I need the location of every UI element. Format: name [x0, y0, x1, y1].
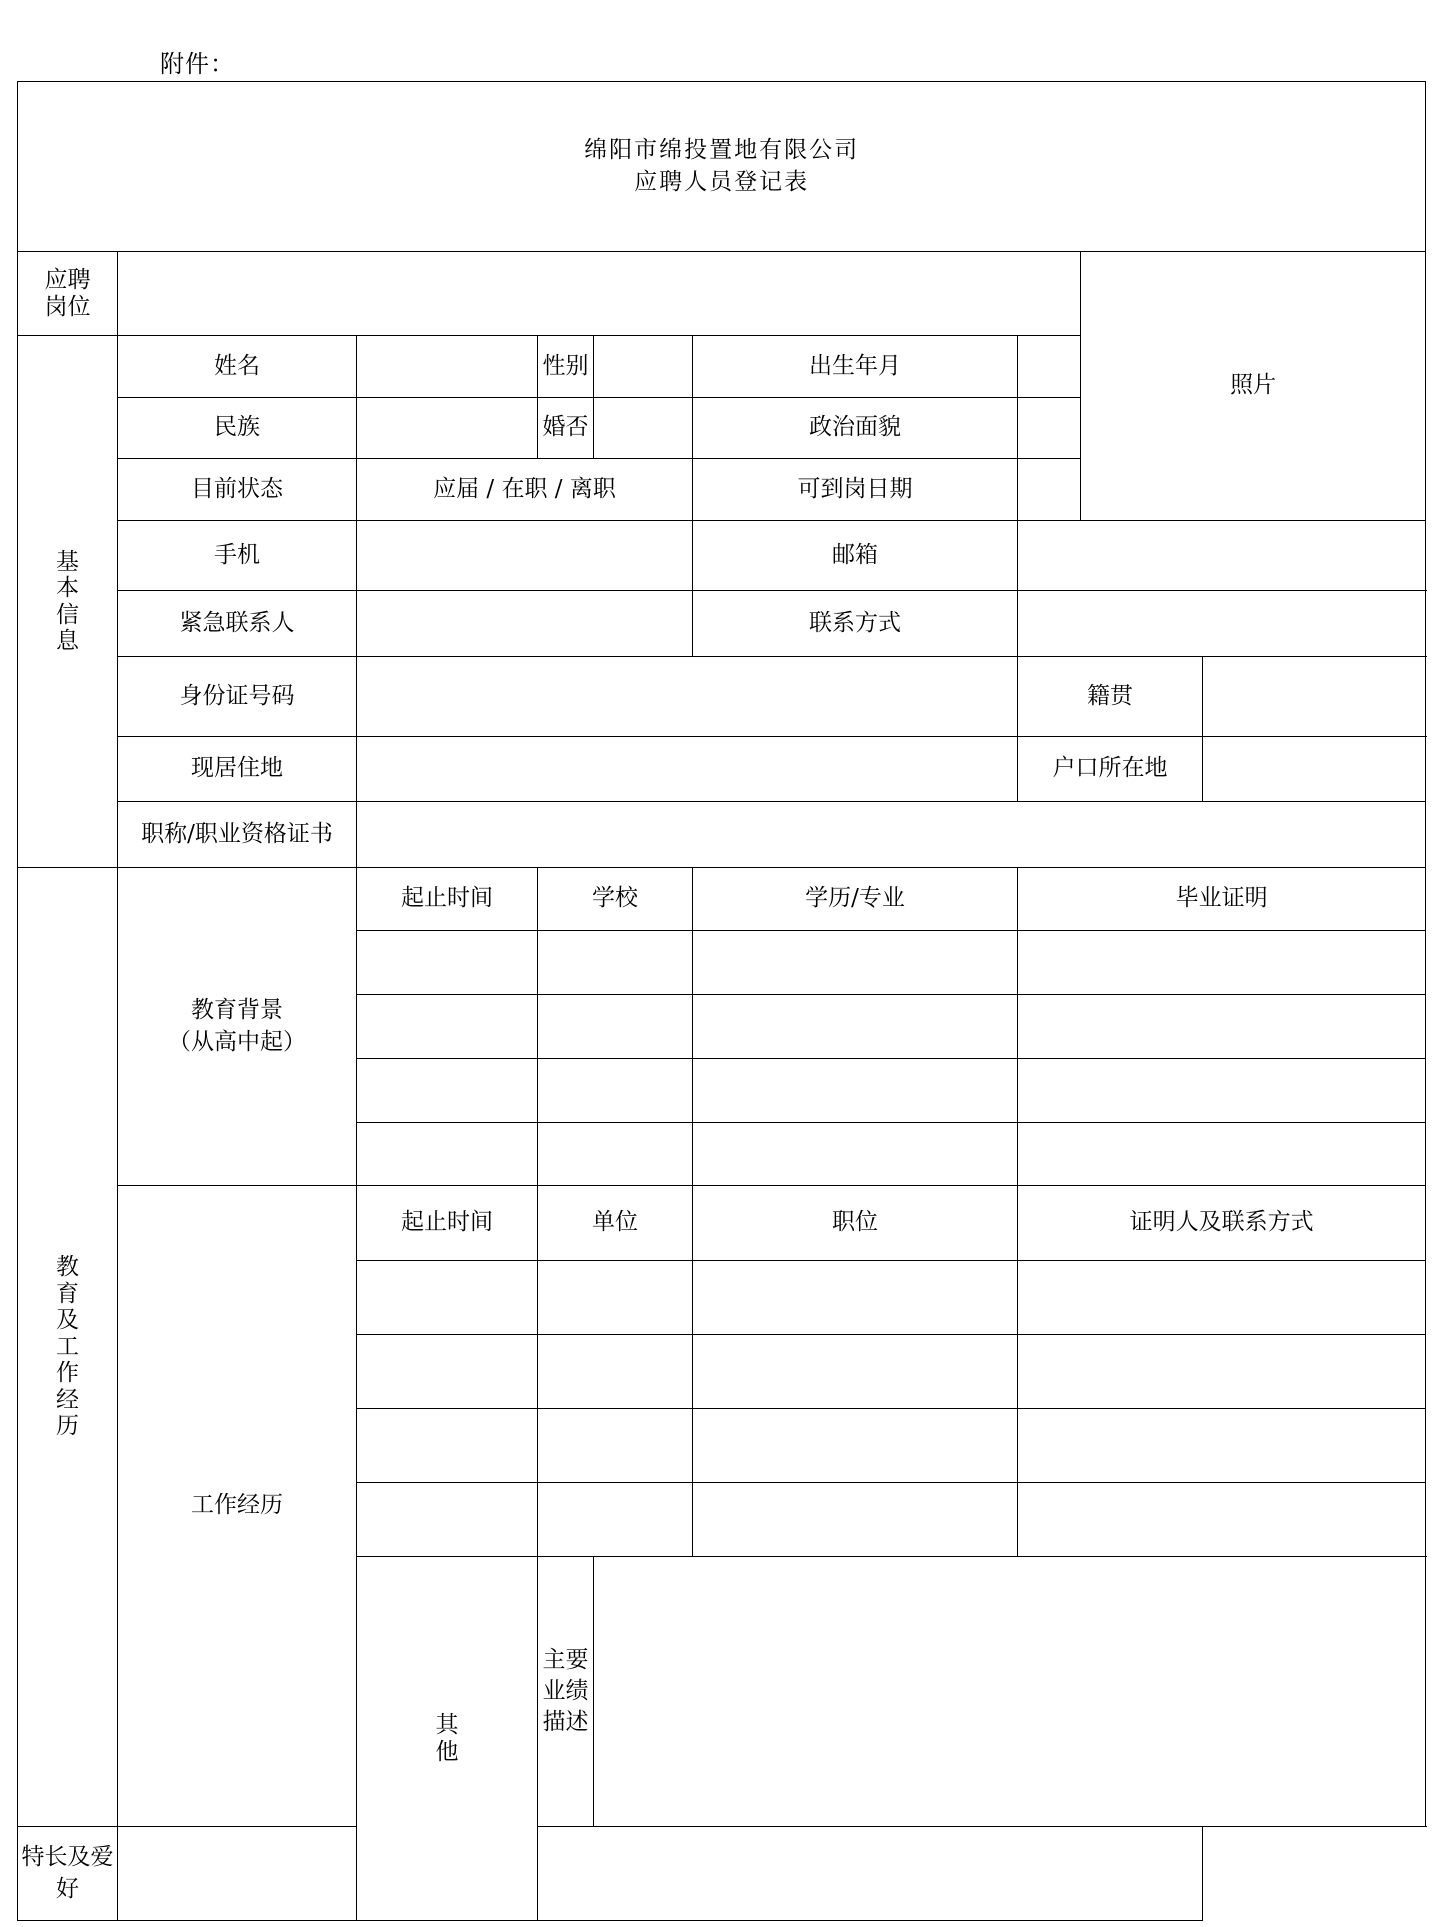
title-cert-label: 职称/职业资格证书 [118, 802, 357, 868]
edu-header-school: 学校 [538, 868, 693, 931]
mobile-input[interactable] [357, 521, 693, 591]
edu-cell[interactable] [1018, 995, 1426, 1059]
mobile-label: 手机 [118, 521, 357, 591]
emergency-contact-input[interactable] [357, 591, 693, 657]
work-header-company: 单位 [538, 1186, 693, 1261]
available-date-label: 可到岗日期 [693, 459, 1018, 521]
household-input[interactable] [1203, 737, 1426, 802]
ethnicity-label: 民族 [118, 398, 357, 459]
attachment-label: 附件： [160, 50, 235, 78]
edu-cell[interactable] [693, 995, 1018, 1059]
work-cell[interactable] [357, 1483, 538, 1557]
email-label: 邮箱 [693, 521, 1018, 591]
contact-method-input[interactable] [1018, 591, 1426, 657]
edu-cell[interactable] [357, 995, 538, 1059]
available-date-input[interactable] [1018, 459, 1203, 521]
status-label: 目前状态 [118, 459, 357, 521]
work-cell[interactable] [693, 1261, 1018, 1335]
edu-cell[interactable] [357, 931, 538, 995]
work-cell[interactable] [538, 1409, 693, 1483]
work-cell[interactable] [693, 1335, 1018, 1409]
work-cell[interactable] [538, 1261, 693, 1335]
work-cell[interactable] [538, 1483, 693, 1557]
section-edu-work: 教育及工作经历 [18, 868, 118, 1827]
work-cell[interactable] [538, 1335, 693, 1409]
section-basic-info: 基本信息 [18, 336, 118, 868]
edu-cell[interactable] [357, 1059, 538, 1123]
political-input[interactable] [1018, 398, 1203, 459]
edu-cell[interactable] [693, 931, 1018, 995]
registration-form [17, 81, 1426, 1921]
edu-cell[interactable] [1018, 1123, 1426, 1186]
residence-input[interactable] [357, 737, 1018, 802]
household-label: 户口所在地 [1018, 737, 1203, 802]
marital-input[interactable] [594, 398, 693, 459]
edu-cell[interactable] [1018, 1059, 1426, 1123]
name-input[interactable] [357, 336, 538, 398]
work-cell[interactable] [357, 1335, 538, 1409]
edu-cell[interactable] [693, 1123, 1018, 1186]
work-cell[interactable] [1018, 1261, 1426, 1335]
work-label: 工作经历 [118, 1186, 357, 1827]
status-options[interactable]: 应届 / 在职 / 离职 [357, 459, 693, 521]
work-cell[interactable] [693, 1409, 1018, 1483]
title-line-2: 应聘人员登记表 [634, 168, 810, 195]
edu-header-certificate: 毕业证明 [1018, 868, 1426, 931]
work-cell[interactable] [1018, 1335, 1426, 1409]
work-cell[interactable] [693, 1483, 1018, 1557]
work-cell[interactable] [357, 1261, 538, 1335]
ethnicity-input[interactable] [357, 398, 538, 459]
work-cell[interactable] [357, 1409, 538, 1483]
work-header-position: 职位 [693, 1186, 1018, 1261]
edu-header-period: 起止时间 [357, 868, 538, 931]
birth-label: 出生年月 [693, 336, 1018, 398]
work-cell[interactable] [1018, 1409, 1426, 1483]
edu-cell[interactable] [693, 1059, 1018, 1123]
native-place-label: 籍贯 [1018, 657, 1203, 737]
work-header-period: 起止时间 [357, 1186, 538, 1261]
edu-cell[interactable] [1018, 931, 1426, 995]
work-header-reference: 证明人及联系方式 [1018, 1186, 1426, 1261]
marital-label: 婚否 [538, 398, 594, 459]
position-label: 应聘岗位 [18, 252, 118, 336]
work-cell[interactable] [1018, 1483, 1426, 1557]
gender-input[interactable] [594, 336, 693, 398]
position-input[interactable] [118, 252, 1081, 336]
hobbies-input[interactable] [118, 1827, 1203, 1921]
edu-header-degree: 学历/专业 [693, 868, 1018, 931]
title-cert-input[interactable] [357, 802, 1426, 868]
contact-method-label: 联系方式 [693, 591, 1018, 657]
id-number-label: 身份证号码 [118, 657, 357, 737]
gender-label: 性别 [538, 336, 594, 398]
section-other: 其他 [357, 1557, 538, 1921]
birth-input[interactable] [1018, 336, 1203, 398]
edu-cell[interactable] [538, 1123, 693, 1186]
title-line-1: 绵阳市绵投置地有限公司 [584, 137, 860, 164]
education-label: 教育背景 （从高中起） [118, 868, 357, 1186]
achievements-label: 主要业绩描述 [538, 1557, 594, 1827]
photo-box[interactable]: 照片 [1081, 252, 1426, 521]
edu-cell[interactable] [538, 931, 693, 995]
name-label: 姓名 [118, 336, 357, 398]
political-label: 政治面貌 [693, 398, 1018, 459]
residence-label: 现居住地 [118, 737, 357, 802]
email-input[interactable] [1018, 521, 1426, 591]
hobbies-label: 特长及爱好 [18, 1827, 118, 1921]
emergency-contact-label: 紧急联系人 [118, 591, 357, 657]
edu-cell[interactable] [538, 1059, 693, 1123]
edu-cell[interactable] [538, 995, 693, 1059]
form-title [18, 82, 1426, 252]
id-number-input[interactable] [357, 657, 1018, 737]
achievements-input[interactable] [594, 1557, 1426, 1827]
native-place-input[interactable] [1203, 657, 1426, 737]
edu-cell[interactable] [357, 1123, 538, 1186]
